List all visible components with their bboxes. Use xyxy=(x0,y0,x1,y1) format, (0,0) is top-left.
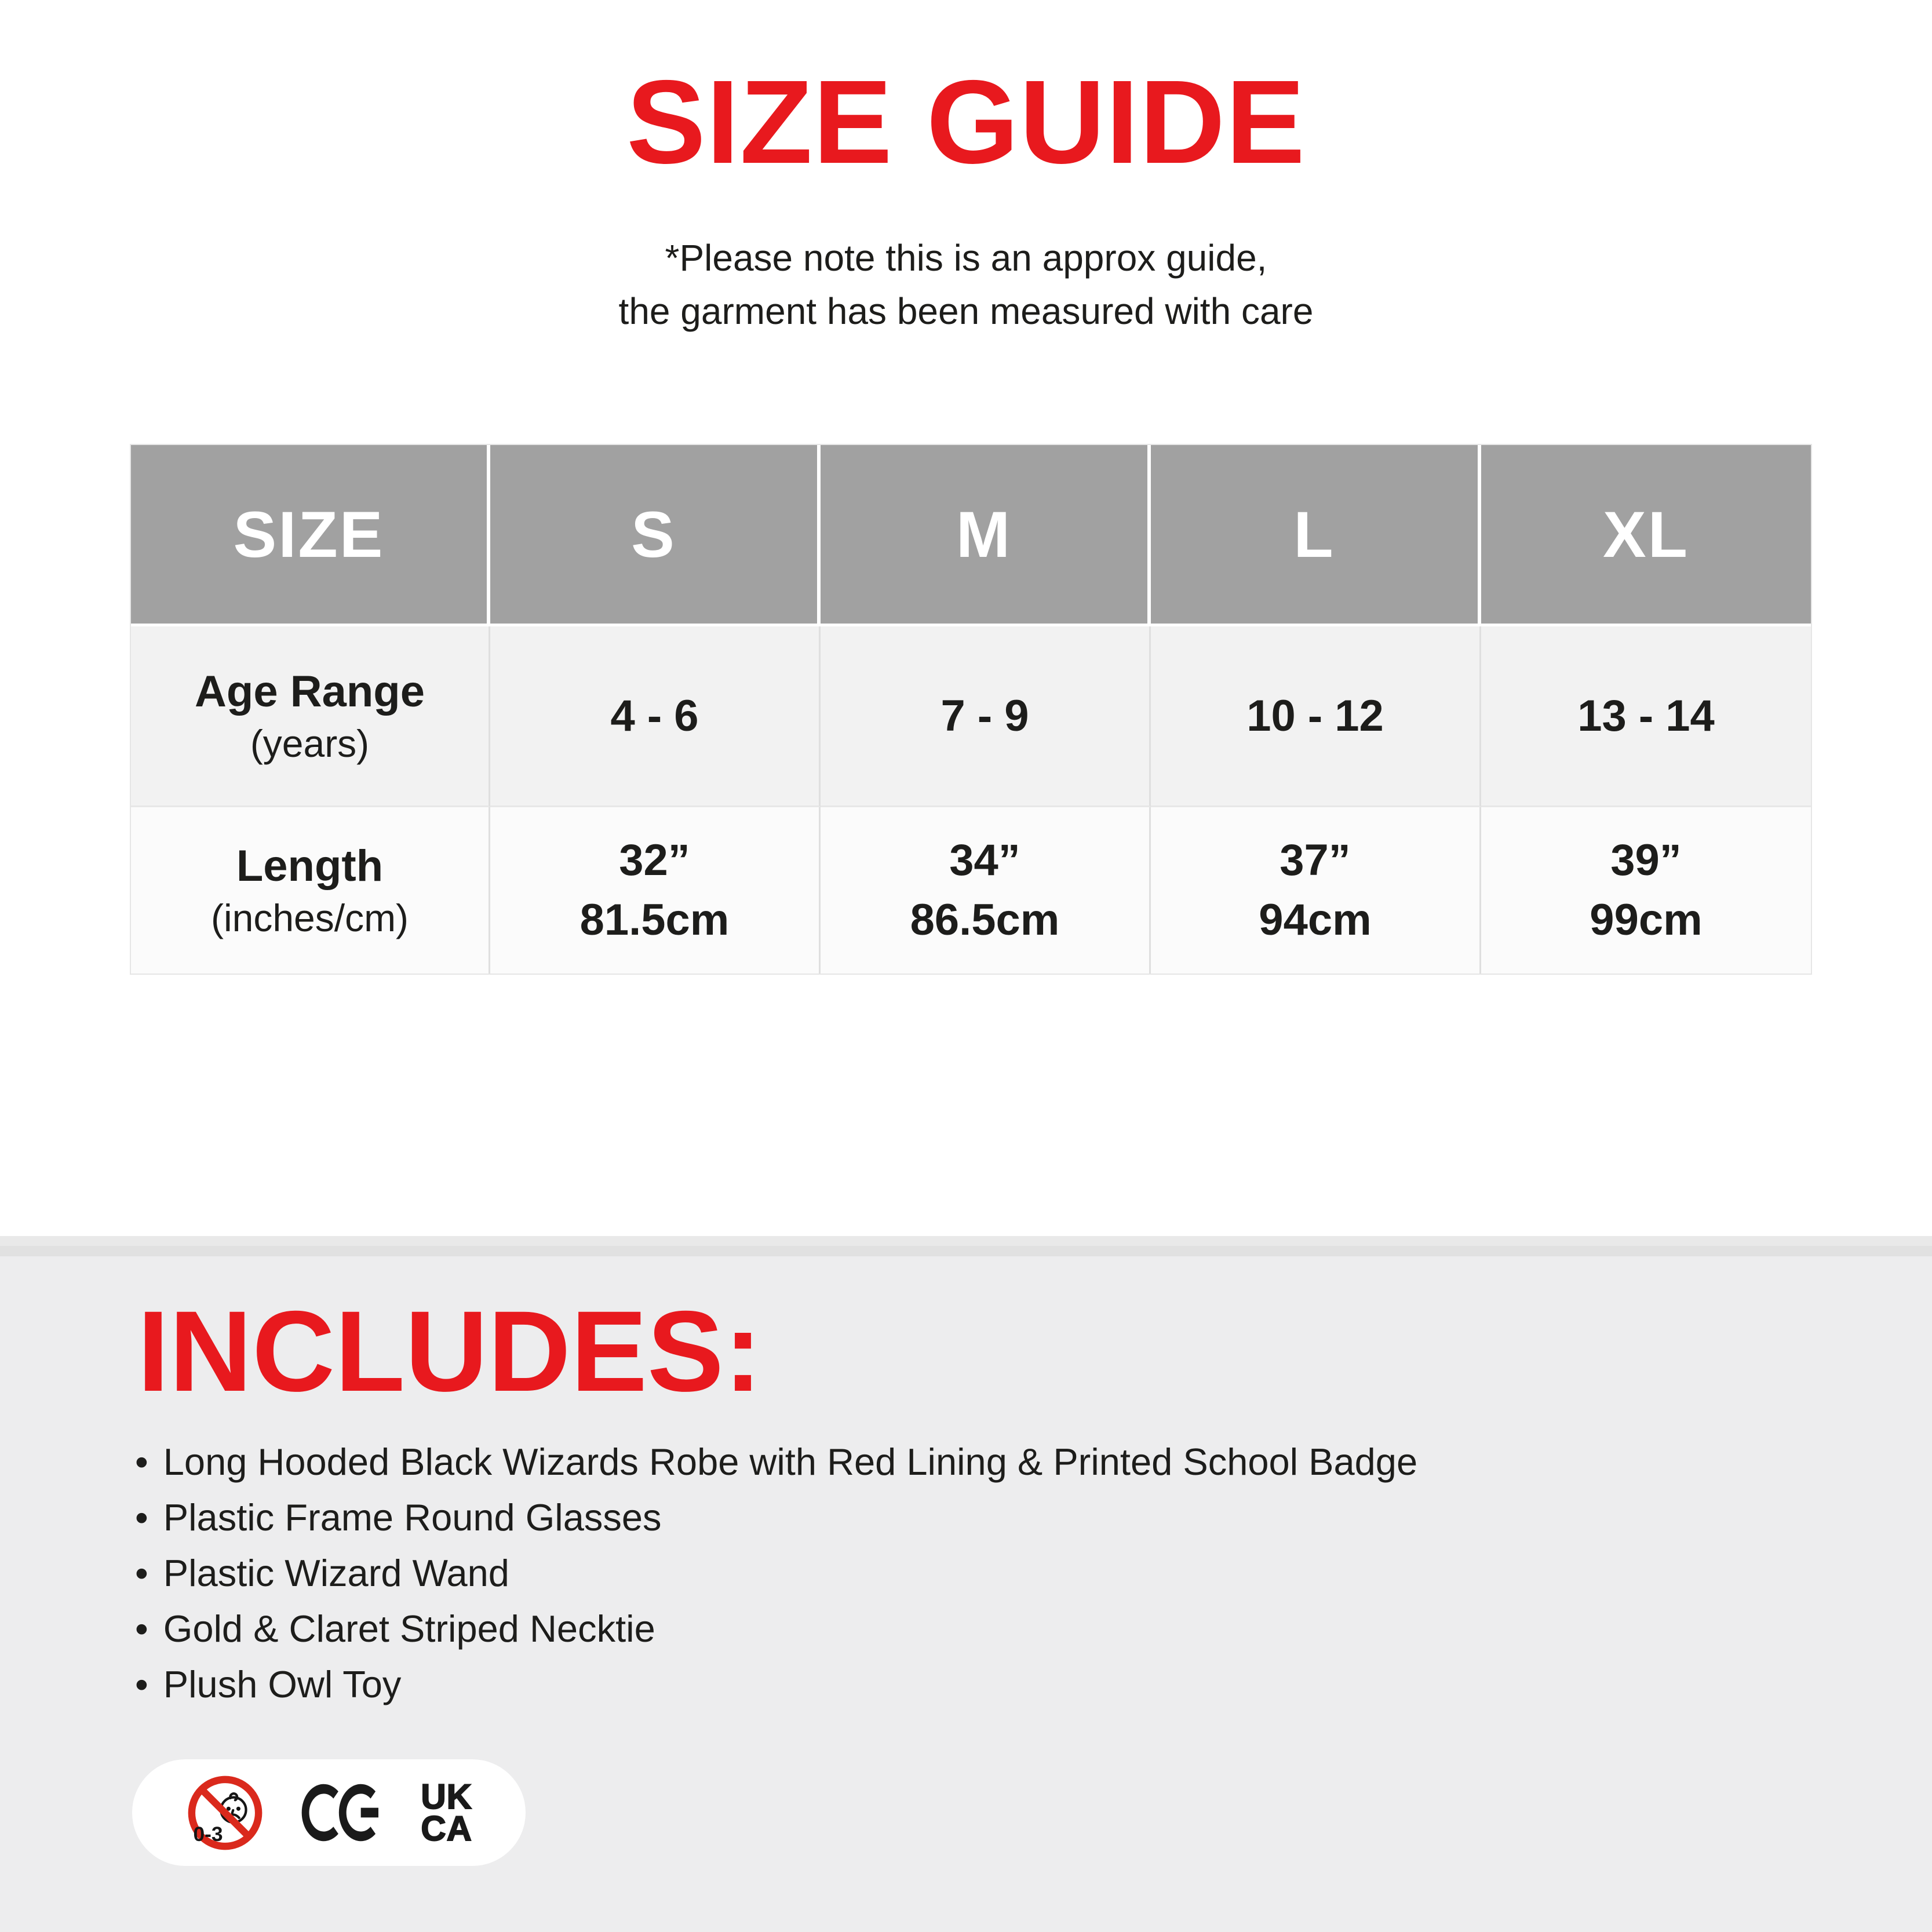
bullet-icon: • xyxy=(135,1607,148,1650)
length-label: Length xyxy=(236,841,384,891)
length-value-m xyxy=(821,807,1151,974)
size-guide-note xyxy=(0,232,1932,338)
size-table xyxy=(131,445,1811,974)
length-cm-xl: 99cm xyxy=(1590,895,1703,945)
length-value-xl xyxy=(1481,807,1811,974)
age-range-label-cell xyxy=(131,626,490,807)
list-item-text: Plastic Frame Round Glasses xyxy=(163,1496,662,1539)
length-label-cell xyxy=(131,807,490,974)
bullet-icon: • xyxy=(135,1441,148,1483)
age-value-l: 10 - 12 xyxy=(1246,691,1384,741)
page-title: SIZE GUIDE xyxy=(626,56,1306,188)
length-cm-s: 81.5cm xyxy=(579,895,730,945)
includes-section xyxy=(0,1236,1932,1932)
ukca-line-1: UK xyxy=(421,1777,472,1816)
list-item-text: Plush Owl Toy xyxy=(163,1663,402,1705)
age-value-xl: 13 - 14 xyxy=(1577,691,1715,741)
list-item xyxy=(135,1601,1417,1657)
ukca-mark-icon xyxy=(421,1777,472,1848)
length-value-s xyxy=(490,807,821,974)
list-item xyxy=(135,1657,1417,1712)
ce-mark-icon xyxy=(301,1784,382,1842)
age-range-value-s xyxy=(490,626,821,807)
list-item-text: Gold & Claret Striped Necktie xyxy=(163,1607,655,1650)
age-range-value-m xyxy=(821,626,1151,807)
header-cell-xl: XL xyxy=(1481,445,1811,626)
length-inches-xl: 39” xyxy=(1610,835,1682,885)
length-inches-m: 34” xyxy=(949,835,1020,885)
length-sublabel: (inches/cm) xyxy=(210,896,409,940)
header-cell-size: SIZE xyxy=(131,445,490,626)
includes-list xyxy=(135,1434,1417,1712)
length-cm-m: 86.5cm xyxy=(910,895,1060,945)
length-inches-s: 32” xyxy=(619,835,690,885)
compliance-badge xyxy=(132,1759,526,1866)
bullet-icon: • xyxy=(135,1496,148,1539)
header-cell-l: L xyxy=(1151,445,1481,626)
includes-heading: INCLUDES: xyxy=(137,1287,762,1415)
note-line-1: *Please note this is an approx guide, xyxy=(665,237,1267,279)
age-range-value-l xyxy=(1151,626,1481,807)
ukca-line-2: CA xyxy=(421,1809,472,1848)
list-item-text: Plastic Wizard Wand xyxy=(163,1552,509,1594)
length-cm-l: 94cm xyxy=(1259,895,1372,945)
list-item-text: Long Hooded Black Wizards Robe with Red Lining & Printed School Badge xyxy=(163,1441,1418,1483)
list-item xyxy=(135,1490,1417,1545)
list-item xyxy=(135,1434,1417,1490)
length-value-l xyxy=(1151,807,1481,974)
age-range-label: Age Range xyxy=(195,666,425,716)
age-value-m: 7 - 9 xyxy=(941,691,1029,741)
header-cell-m: M xyxy=(821,445,1151,626)
age-range-sublabel: (years) xyxy=(250,722,370,765)
age-warning-icon xyxy=(187,1775,263,1851)
age-warning-text: 0-3 xyxy=(193,1822,223,1846)
length-inches-l: 37” xyxy=(1280,835,1351,885)
list-item xyxy=(135,1545,1417,1601)
note-line-2: the garment has been measured with care xyxy=(618,290,1314,332)
age-value-s: 4 - 6 xyxy=(610,691,699,741)
bullet-icon: • xyxy=(135,1663,148,1705)
header-cell-s: S xyxy=(490,445,821,626)
bullet-icon: • xyxy=(135,1552,148,1594)
age-range-value-xl xyxy=(1481,626,1811,807)
